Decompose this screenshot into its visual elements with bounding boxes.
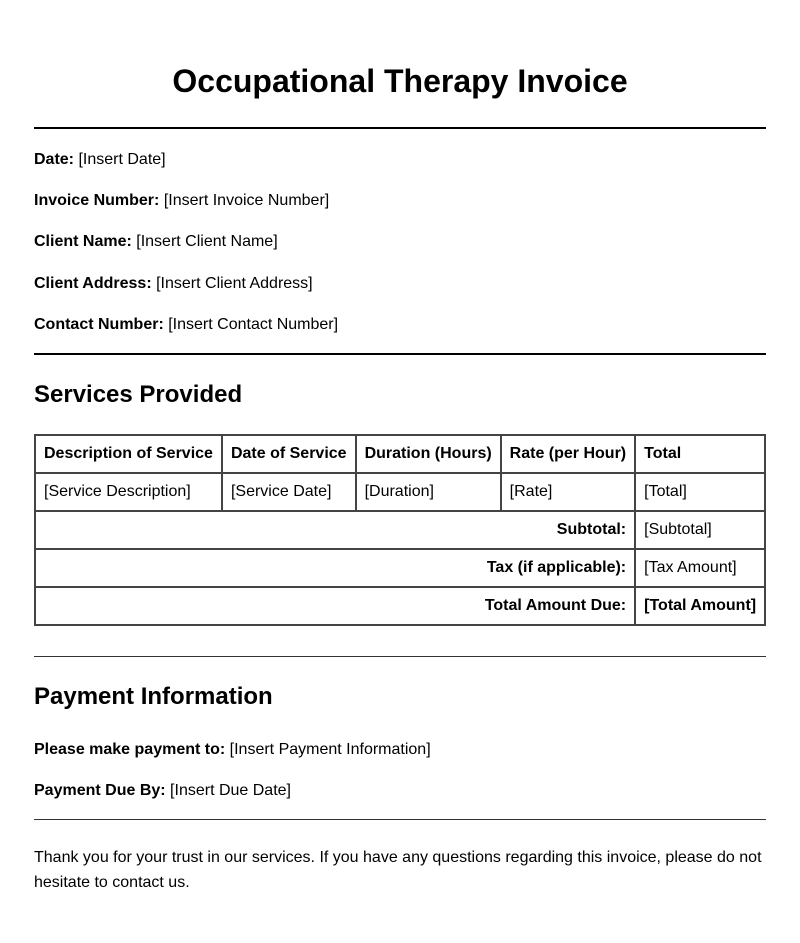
client-address-value: [Insert Client Address] bbox=[156, 275, 313, 292]
divider bbox=[34, 353, 766, 355]
invoice-title: Occupational Therapy Invoice bbox=[172, 63, 628, 99]
client-name-label: Client Name: bbox=[34, 233, 132, 250]
contact-number-label: Contact Number: bbox=[34, 316, 164, 333]
subtotal-label: Subtotal: bbox=[35, 511, 635, 549]
column-header: Date of Service bbox=[222, 435, 356, 473]
tax-row bbox=[35, 549, 765, 587]
divider bbox=[34, 819, 766, 820]
client-name-line bbox=[34, 232, 278, 252]
total-due-value: [Total Amount] bbox=[635, 587, 765, 625]
tax-value: [Tax Amount] bbox=[635, 549, 765, 587]
tax-label: Tax (if applicable): bbox=[35, 549, 635, 587]
service-description-cell: [Service Description] bbox=[35, 473, 222, 511]
due-by-line bbox=[34, 781, 291, 801]
invoice-number-value: [Insert Invoice Number] bbox=[163, 192, 330, 209]
invoice-number-line bbox=[34, 191, 329, 211]
table-header-row bbox=[35, 435, 765, 473]
due-by-label: Payment Due By: bbox=[34, 782, 166, 799]
pay-to-value: [Insert Payment Information] bbox=[229, 741, 431, 758]
subtotal-value: [Subtotal] bbox=[635, 511, 765, 549]
column-header: Duration (Hours) bbox=[356, 435, 501, 473]
invoice-number-label: Invoice Number: bbox=[34, 192, 160, 209]
total-cell: [Total] bbox=[635, 473, 765, 511]
client-address-line bbox=[34, 274, 313, 294]
contact-number-line bbox=[34, 315, 338, 335]
rate-cell: [Rate] bbox=[501, 473, 635, 511]
service-date-cell: [Service Date] bbox=[222, 473, 356, 511]
contact-number-value: [Insert Contact Number] bbox=[168, 316, 339, 333]
duration-cell: [Duration] bbox=[356, 473, 501, 511]
column-header: Description of Service bbox=[35, 435, 222, 473]
payment-heading: Payment Information bbox=[34, 683, 273, 710]
client-name-value: [Insert Client Name] bbox=[136, 233, 278, 250]
subtotal-row bbox=[35, 511, 765, 549]
total-due-label: Total Amount Due: bbox=[35, 587, 635, 625]
column-header: Total bbox=[635, 435, 765, 473]
services-heading: Services Provided bbox=[34, 381, 243, 408]
client-address-label: Client Address: bbox=[34, 275, 152, 292]
pay-to-label: Please make payment to: bbox=[34, 741, 226, 758]
date-line bbox=[34, 150, 166, 170]
pay-to-line bbox=[34, 740, 431, 760]
divider bbox=[34, 656, 766, 657]
date-label: Date: bbox=[34, 151, 75, 168]
divider bbox=[34, 127, 766, 129]
due-by-value: [Insert Due Date] bbox=[170, 782, 291, 799]
services-table bbox=[34, 434, 766, 626]
thank-you-note: Thank you for your trust in our services. If you have any questions regarding this invoice, please do not hesitate to contact us. bbox=[34, 849, 762, 891]
date-value: [Insert Date] bbox=[78, 151, 166, 168]
total-due-row bbox=[35, 587, 765, 625]
table-row bbox=[35, 473, 765, 511]
column-header: Rate (per Hour) bbox=[501, 435, 635, 473]
